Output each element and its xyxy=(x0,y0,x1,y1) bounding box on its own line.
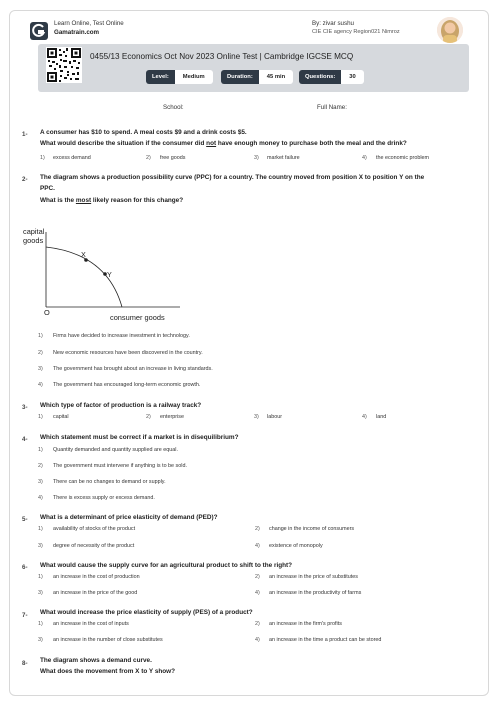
origin-label: O xyxy=(44,308,50,317)
q4-option-4[interactable]: There is excess supply or excess demand. xyxy=(53,495,155,501)
q1-option-1-num: 1) xyxy=(40,155,45,161)
question-1-text xyxy=(40,127,470,150)
q3-option-2[interactable]: enterprise xyxy=(160,414,184,420)
q4-option-2-num: 2) xyxy=(38,463,43,469)
question-5-text: What is a determinant of price elasticity of demand (PED)? xyxy=(40,514,218,521)
question-2-line3: What is the most likely reason for this change? xyxy=(40,196,184,204)
author-agency: CIE CIE agency Region021 Nimroz xyxy=(312,29,400,35)
avatar xyxy=(437,17,463,43)
q7-option-3[interactable]: an increase in the number of close substitutes xyxy=(53,637,163,643)
q3-option-1[interactable]: capital xyxy=(53,414,69,420)
q6-option-1-num: 1) xyxy=(38,574,43,580)
qr-code-icon[interactable] xyxy=(46,47,82,83)
exam-title: 0455/13 Economics Oct Nov 2023 Online Test | Cambridge IGCSE MCQ xyxy=(90,52,354,61)
q2-option-3-num: 3) xyxy=(38,366,43,372)
q5-option-2[interactable]: change in the income of consumers xyxy=(269,526,355,532)
point-y-label: Y xyxy=(107,270,112,279)
q7-option-1-num: 1) xyxy=(38,621,43,627)
brand-site[interactable]: Gamatrain.com xyxy=(54,29,100,36)
q5-option-1[interactable]: availability of stocks of the product xyxy=(53,526,136,532)
question-7-text: What would increase the price elasticity of supply (PES) of a product? xyxy=(40,609,253,616)
question-number: 1- xyxy=(22,131,28,138)
q2-option-4-num: 4) xyxy=(38,382,43,388)
q3-option-2-num: 2) xyxy=(146,414,151,420)
q5-option-4[interactable]: existence of monopoly xyxy=(269,543,323,549)
avatar-portrait-icon xyxy=(437,17,463,43)
q7-option-4-num: 4) xyxy=(255,637,260,643)
q4-option-2[interactable]: The government must intervene if anything is to be sold. xyxy=(53,463,187,469)
question-1-line1: A consumer has $10 to spend. A meal costs $9 and a drink costs $5. xyxy=(40,129,247,136)
question-1-line2: What would describe the situation if the consumer did not have enough money to purchase both the meal and the drink? xyxy=(40,140,407,148)
questions-value: 30 xyxy=(341,70,363,84)
q1-option-3[interactable]: market failure xyxy=(267,155,300,161)
q4-option-3[interactable]: There can be no changes to demand or supply. xyxy=(53,479,166,485)
q5-option-3-num: 3) xyxy=(38,543,43,549)
questions-pill xyxy=(299,70,364,84)
question-number: 6- xyxy=(22,564,28,571)
q3-option-4-num: 4) xyxy=(362,414,367,420)
q4-option-4-num: 4) xyxy=(38,495,43,501)
q2-option-2-num: 2) xyxy=(38,350,43,356)
brand-tagline: Learn Online, Test Online xyxy=(54,20,124,27)
q7-option-2[interactable]: an increase in the firm's profits xyxy=(269,621,342,627)
q5-option-1-num: 1) xyxy=(38,526,43,532)
question-4-text: Which statement must be correct if a market is in disequilibrium? xyxy=(40,434,239,441)
page-header xyxy=(30,20,466,42)
q3-option-3-num: 3) xyxy=(254,414,259,420)
q4-option-1[interactable]: Quantity demanded and quantity supplied are equal. xyxy=(53,447,178,453)
x-axis-label: consumer goods xyxy=(110,313,165,322)
q2-option-4[interactable]: The government has encouraged long-term economic growth. xyxy=(53,382,201,388)
question-6-text: What would cause the supply curve for an agricultural product to shift to the right? xyxy=(40,562,293,569)
question-8-line2: What does the movement from X to Y show? xyxy=(40,668,176,676)
question-number: 8- xyxy=(22,660,28,667)
school-label: School: xyxy=(163,104,184,111)
q2-option-1[interactable]: Firms have decided to increase investment in technology. xyxy=(53,333,190,339)
q6-option-4[interactable]: an increase in the productivity of farms xyxy=(269,590,362,596)
gamatrain-logo-icon xyxy=(30,22,48,40)
q7-option-1[interactable]: an increase in the cost of inputs xyxy=(53,621,129,627)
question-number: 7- xyxy=(22,612,28,619)
duration-pill xyxy=(221,70,293,84)
question-2-text xyxy=(40,172,470,206)
question-number: 5- xyxy=(22,516,28,523)
q6-option-1[interactable]: an increase in the cost of production xyxy=(53,574,140,580)
question-8-line1: The diagram shows a demand curve. xyxy=(40,657,152,664)
question-number: 3- xyxy=(22,404,28,411)
q1-option-3-num: 3) xyxy=(254,155,259,161)
y-axis-label-line2: goods xyxy=(23,236,44,245)
author-name: By: zivar sushu xyxy=(312,20,354,27)
question-8-text xyxy=(40,655,470,678)
q7-option-3-num: 3) xyxy=(38,637,43,643)
question-2-line1: The diagram shows a production possibility curve (PPC) for a country. The country moved from position X to position Y on the xyxy=(40,174,425,181)
question-2-line2: PPC. xyxy=(40,185,55,193)
q3-option-4[interactable]: land xyxy=(376,414,387,420)
q2-option-2[interactable]: New economic resources have been discovered in the country. xyxy=(53,350,203,356)
point-x-label: X xyxy=(81,250,86,259)
questions-label: Questions: xyxy=(299,70,341,84)
question-number: 2- xyxy=(22,176,28,183)
duration-label: Duration: xyxy=(221,70,259,84)
q7-option-2-num: 2) xyxy=(255,621,260,627)
level-value: Medium xyxy=(175,70,213,84)
q6-option-2[interactable]: an increase in the price of substitutes xyxy=(269,574,358,580)
q6-option-3-num: 3) xyxy=(38,590,43,596)
duration-value: 45 min xyxy=(259,70,293,84)
q6-option-4-num: 4) xyxy=(255,590,260,596)
q2-option-1-num: 1) xyxy=(38,333,43,339)
q1-option-2[interactable]: free goods xyxy=(160,155,186,161)
q3-option-1-num: 1) xyxy=(38,414,43,420)
q1-option-2-num: 2) xyxy=(146,155,151,161)
q7-option-4[interactable]: an increase in the time a product can be stored xyxy=(269,637,382,643)
q3-option-3[interactable]: labour xyxy=(267,414,282,420)
q5-option-2-num: 2) xyxy=(255,526,260,532)
q1-option-4[interactable]: the economic problem xyxy=(376,155,430,161)
question-number: 4- xyxy=(22,436,28,443)
q6-option-2-num: 2) xyxy=(255,574,260,580)
y-axis-label-line1: capital xyxy=(23,227,45,236)
q1-option-1[interactable]: excess demand xyxy=(53,155,91,161)
q4-option-1-num: 1) xyxy=(38,447,43,453)
q4-option-3-num: 3) xyxy=(38,479,43,485)
level-pill xyxy=(146,70,213,84)
q5-option-4-num: 4) xyxy=(255,543,260,549)
full-name-label: Full Name: xyxy=(317,104,347,111)
q5-option-3[interactable]: degree of necessity of the product xyxy=(53,543,135,549)
ppc-diagram xyxy=(22,222,192,322)
question-3-text: Which type of factor of production is a railway track? xyxy=(40,402,202,409)
level-label: Level: xyxy=(146,70,175,84)
q1-option-4-num: 4) xyxy=(362,155,367,161)
q2-option-3[interactable]: The government has brought about an increase in living standards. xyxy=(53,366,213,372)
q6-option-3[interactable]: an increase in the price of the good xyxy=(53,590,138,596)
